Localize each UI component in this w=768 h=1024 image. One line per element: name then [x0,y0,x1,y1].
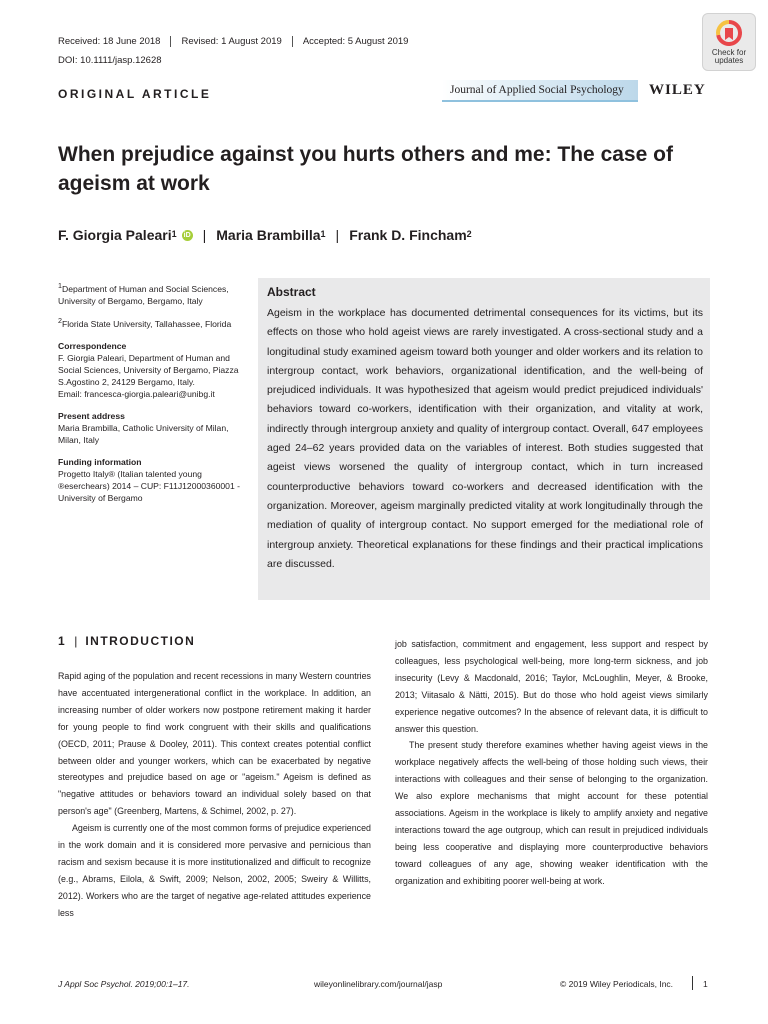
affiliation-text: Florida State University, Tallahassee, Florida [61,318,232,329]
affiliation-sup: 1 [58,282,62,290]
affiliation-text: Department of Human and Social Sciences, University of Bergamo, Bergamo, Italy [58,283,229,306]
affiliation-sup: 2 [58,316,62,325]
section-title: INTRODUCTION [85,634,196,648]
accepted-date: Accepted: 5 August 2019 [302,36,409,47]
author-affiliation-sup: 1 [171,229,177,239]
article-dates [58,36,408,47]
body-paragraph: The present study therefore examines whether having ageist views in the workplace negatively affects the well-being of those holding such views, their interactions with colleagues and their sense of belonging to the organization. We also explore mechanisms that might account for these potential associations. Ageism in the workplace is likely to amplify anxiety and negative interactions toward the age outgroup, which can result in prejudiced individuals being less cooperative and displaying more counterproductive behaviors toward colleagues of any age, showing weaker identification with the organization and exhibiting poorer well-being at work. [395,740,708,886]
author-name[interactable]: Maria Brambilla [216,227,321,243]
correspondence-email[interactable]: Email: francesca-giorgia.paleari@unibg.it [58,388,215,399]
article-type: ORIGINAL ARTICLE [58,87,212,101]
author-separator: | [202,227,207,243]
affiliation-1 [58,280,244,307]
body-paragraph: job satisfaction, commitment and engagement, less support and respect by colleagues, less psychological well-being, more long-term sickness, and job insecurity (Levy & Macdonald, 2016; Taylor, McLoughlin, Meyer, & Brooke, 2013; Viitasalo & Nätti, 2015). But do those who hold ageist views similarly experience negative outcomes? In the absence of relevant data, it is difficult to answer this question. [395,639,708,734]
footer-divider [692,976,693,990]
check-for-updates-badge[interactable] [702,13,756,71]
badge-label-1: Check for [711,48,747,57]
author-affiliation-sup: 1 [320,229,326,239]
journal-banner [442,80,638,102]
journal-name: Journal of Applied Social Psychology [450,84,624,96]
author-separator: | [335,227,340,243]
funding-heading: Funding information [58,456,142,467]
revised-date: Revised: 1 August 2019 [181,36,282,47]
section-heading [58,634,195,648]
badge-label-2: updates [714,56,744,65]
date-divider [170,36,171,47]
page-number: 1 [703,979,708,989]
author-name[interactable]: Frank D. Fincham [349,227,467,243]
section-separator: | [74,634,78,648]
funding-info: Progetto Italy® (Italian talented young ®eserchears) 2014 – CUP: F11J12000360001 - University of Bergamo [58,468,240,503]
present-address-heading: Present address [58,410,125,421]
body-column-right [395,636,708,890]
abstract-heading: Abstract [267,285,316,299]
article-sidebar [58,280,244,512]
publisher-logo: WILEY [649,82,706,98]
body-column-left [58,668,371,922]
affiliation-2 [58,315,244,330]
article-title: When prejudice against you hurts others and me: The case of ageism at work [58,143,673,195]
present-address: Maria Brambilla, Catholic University of Milan, Milan, Italy [58,422,229,445]
footer-copyright: © 2019 Wiley Periodicals, Inc. [560,979,674,989]
date-divider [292,36,293,47]
section-number: 1 [58,634,67,648]
author-name[interactable]: F. Giorgia Paleari [58,227,172,243]
check-updates-icon [715,19,743,49]
orcid-icon[interactable]: iD [183,231,191,239]
footer-citation: J Appl Soc Psychol. 2019;00:1–17. [58,979,190,989]
doi[interactable]: DOI: 10.1111/jasp.12628 [58,55,162,66]
body-paragraph: Rapid aging of the population and recent recessions in many Western countries have accentuated intergenerational conflict in the workplace. In addition, an increasing number of older workers now postpone retirement making it harder for young people to find work congruent with their skills and qualifications (OECD, 2011; Prause & Dooley, 2011). This context creates potential conflict between older and younger workers, which can be exacerbated by negative stereotypes and prejudice based on age or "ageism." Ageism is defined as "negative attitudes or behaviors toward an individual solely based on that person's age" (Greenberg, Martens, & Schimel, 2002, p. 27). [58,671,371,817]
author-affiliation-sup: 2 [466,229,472,239]
correspondence-heading: Correspondence [58,340,127,351]
received-date: Received: 18 June 2018 [58,36,161,47]
body-paragraph: Ageism is currently one of the most common forms of prejudice experienced in the work domain and it is considered more pervasive and pernicious than racism and sexism because it is more institutionalized and difficult to recognize (e.g., Abrams, Eilola, & Swift, 2009; Nelson, 2002, 2005; Sweiry & Willitts, 2012). Workers who are the target of negative age-related attitudes experience less [58,823,371,918]
author-list [58,227,472,243]
footer-url[interactable]: wileyonlinelibrary.com/journal/jasp [314,979,443,989]
abstract-text: Ageism in the workplace has documented detrimental consequences for its victims, but its effects on those who hold ageist views are rarely investigated. A cross-sectional study and a longitudinal study examined ageism toward both younger and older workers and its relation to intergroup contact, work behaviors, organizational identification, and the well-being of prejudiced individuals. It was hypothesized that ageism would predict prejudiced individuals' behaviors toward co-workers, identification with their organization, and vitality at work, indirectly through intergroup anxiety and quality of intergroup contact. Overall, 647 employees aged 24–62 years provided data on the variables of interest. Both studies suggested that ageist views worsened the quality of intergroup contact, which in turn increased counterproductive behaviors toward co-workers and decreased identification with the organization. Moreover, ageism marginally predicted vitality at work longitudinally through the mediation of quality of intergroup contact. No support emerged for the mediational role of intergroup anxiety. Theoretical explanations for these findings and their practical implications are discussed. [267,307,703,570]
correspondence-address: F. Giorgia Paleari, Department of Human and Social Sciences, University of Bergamo, Piazza S.Agostino 2, 24129 Bergamo, Italy. [58,352,239,387]
